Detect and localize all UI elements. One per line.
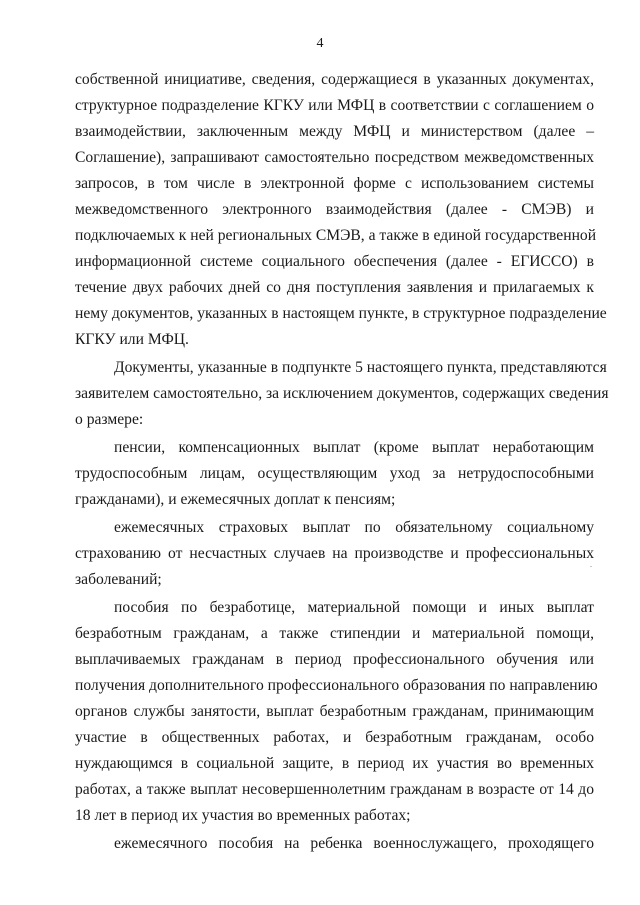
- text-line: собственной инициативе, сведения, содержащиеся в указанных документах,: [75, 71, 594, 88]
- text-line: межведомственного электронного взаимодействия (далее - СМЭВ) и: [75, 201, 594, 218]
- text-line: выплачиваемых гражданам в период профессионального обучения или: [75, 651, 594, 668]
- paragraph-insurance: [75, 515, 594, 593]
- text-line: участие в общественных работах, и безработным гражданам, особо: [75, 729, 594, 746]
- text-line: Документы, указанные в подпункте 5 настоящего пункта, представляются: [114, 359, 607, 376]
- text-line: ежемесячного пособия на ребенка военнослужащего, проходящего: [114, 835, 594, 852]
- text-line: подключаемых к ней региональных СМЭВ, а также в единой государственной: [75, 227, 597, 244]
- text-line: нуждающимся в социальной защите, в период их участия во временных: [75, 755, 594, 772]
- text-line: 18 лет в период их участия во временных работах;: [75, 807, 411, 824]
- text-line: ежемесячных страховых выплат по обязательному социальному: [114, 519, 594, 536]
- text-line: заявителем самостоятельно, за исключением документов, содержащих сведения: [75, 385, 609, 402]
- text-line: взаимодействии, заключенным между МФЦ и министерством (далее –: [75, 123, 594, 140]
- text-line: Соглашение), запрашивают самостоятельно посредством межведомственных: [75, 149, 594, 166]
- text-line: гражданами), и ежемесячных доплат к пенсиям;: [75, 491, 396, 508]
- text-line: КГКУ или МФЦ.: [75, 331, 189, 348]
- text-line: структурное подразделение КГКУ или МФЦ в соответствии с соглашением о: [75, 97, 594, 114]
- text-line: органов службы занятости, выплат безработным гражданам, принимающим: [75, 703, 594, 720]
- text-line: о размере:: [75, 411, 144, 428]
- text-line: пенсии, компенсационных выплат (кроме выплат неработающим: [114, 439, 594, 456]
- text-line: трудоспособным лицам, осуществляющим уход за нетрудоспособными: [75, 465, 594, 482]
- text-line: страхованию от несчастных случаев на производстве и профессиональных: [75, 545, 594, 562]
- text-line: заболеваний;: [75, 571, 162, 588]
- text-line: информационной системе социального обеспечения (далее - ЕГИССО) в: [75, 253, 594, 270]
- text-line: пособия по безработице, материальной помощи и иных выплат: [114, 599, 594, 616]
- text-line: течение двух рабочих дней со дня поступления заявления и прилагаемых к: [75, 279, 594, 296]
- text-line: безработным гражданам, а также стипендии и материальной помощи,: [75, 625, 594, 642]
- paragraph-pensions: [75, 435, 594, 513]
- document-body: [75, 67, 609, 859]
- paragraph-military-allowance: [75, 831, 594, 857]
- page-number: 4: [316, 36, 324, 51]
- paragraph-documents: [75, 355, 609, 433]
- text-line: получения дополнительного профессионального образования по направлению: [75, 677, 598, 694]
- paragraph-unemployment: [75, 595, 598, 829]
- text-line: работах, а также выплат несовершеннолетним гражданам в возрасте от 14 до: [75, 781, 594, 798]
- text-line: нему документов, указанных в настоящем пункте, в структурное подразделение: [75, 305, 607, 322]
- paragraph-requests: [75, 67, 607, 353]
- text-line: запросов, в том числе в электронной форме с использованием системы: [75, 175, 594, 192]
- scan-speck: [590, 566, 592, 567]
